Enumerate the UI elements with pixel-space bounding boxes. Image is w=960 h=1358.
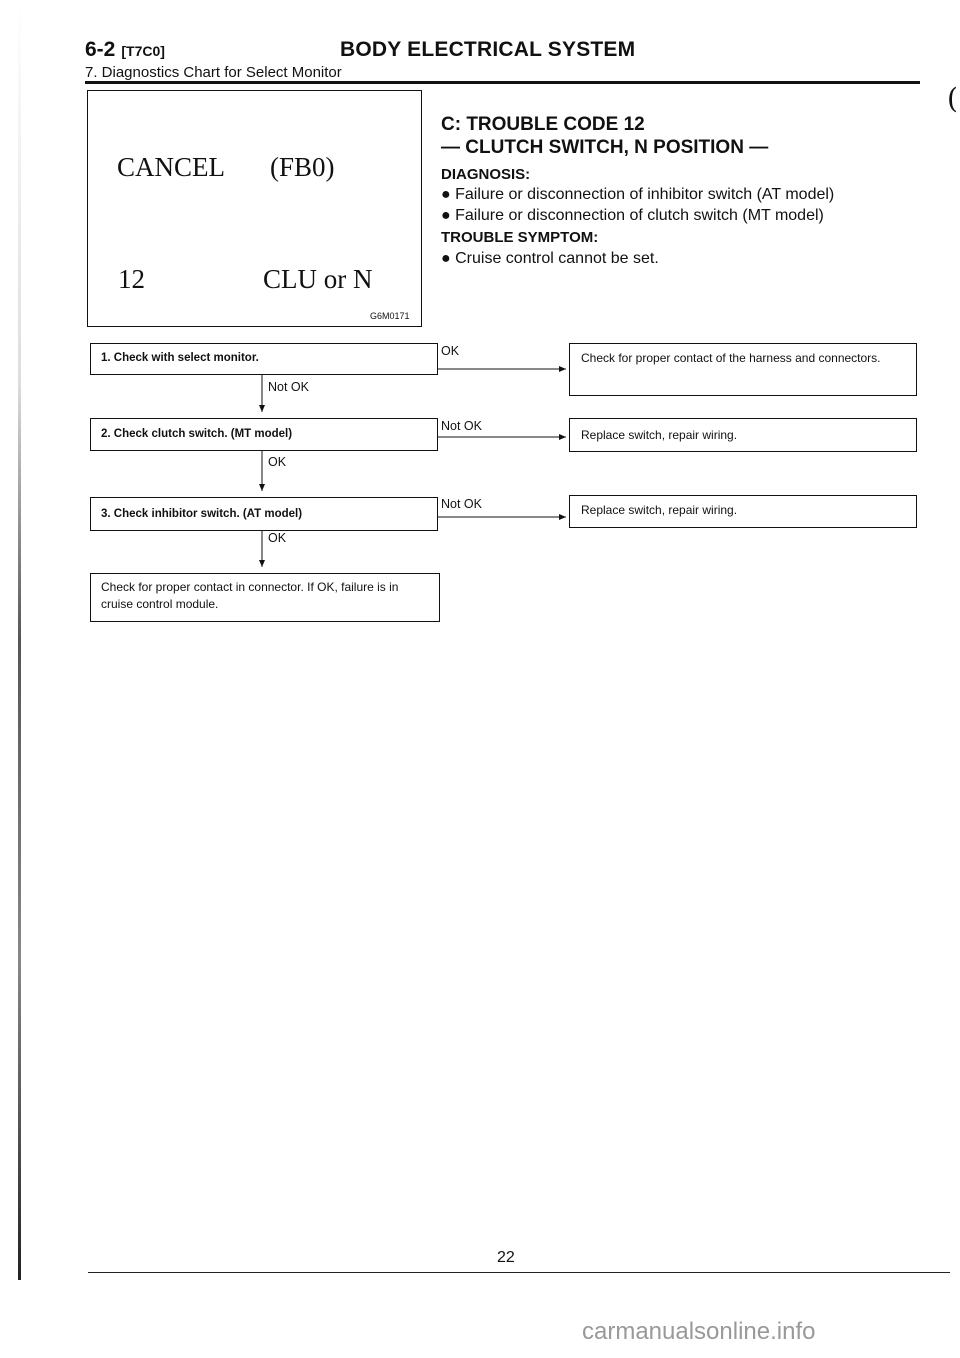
trouble-code-subheading: — CLUTCH SWITCH, N POSITION — [441,137,769,158]
flow-down-label: OK [268,531,287,545]
flow-side-label: OK [441,344,460,358]
diagnosis-label: DIAGNOSIS: [441,166,531,183]
footer-rule [88,1272,950,1273]
page-title: BODY ELECTRICAL SYSTEM [340,38,636,61]
flow-side-label: Not OK [441,497,482,511]
diagnosis-item-text: Failure or disconnection of inhibitor switch (AT model) [455,186,835,203]
monitor-mode-code: (FB0) [270,152,335,182]
symptom-label: TROUBLE SYMPTOM: [441,229,599,246]
bullet-icon: ● [441,250,451,267]
symptom-item-text: Cruise control cannot be set. [455,250,659,267]
bullet-icon: ● [441,186,451,203]
flow-down-label: OK [268,455,287,469]
page-number: 22 [497,1249,515,1266]
flow-final-text: Check for proper contact in connector. If OK, failure is in cruise control module. [101,580,399,611]
page-subtitle: 7. Diagnostics Chart for Select Monitor [85,64,342,81]
flow-result-text: Replace switch, repair wiring. [581,503,738,517]
section-number: 6-2 [85,38,116,61]
section-ref: [T7C0] [121,43,165,59]
monitor-mode-label: CANCEL [117,152,225,182]
flow-result-text: Check for proper contact of the harness and connectors. [581,351,881,365]
flow-down-label: Not OK [268,380,309,394]
figure-id: G6M0171 [370,311,410,321]
trouble-code-heading: C: TROUBLE CODE 12 [441,114,645,135]
flow-step-label: 3. Check inhibitor switch. (AT model) [101,508,303,520]
flow-side-label: Not OK [441,419,482,433]
flow-step-label: 1. Check with select monitor. [101,352,259,364]
binding-mark: ( [947,82,958,115]
watermark: carmanualsonline.info [582,1318,816,1345]
bullet-icon: ● [441,207,451,224]
monitor-trouble-label: CLU or N [263,264,373,294]
flow-step-label: 2. Check clutch switch. (MT model) [101,428,293,440]
flow-result-text: Replace switch, repair wiring. [581,428,738,442]
diagnosis-item-text: Failure or disconnection of clutch switch (MT model) [455,207,824,224]
monitor-trouble-code: 12 [118,264,145,294]
